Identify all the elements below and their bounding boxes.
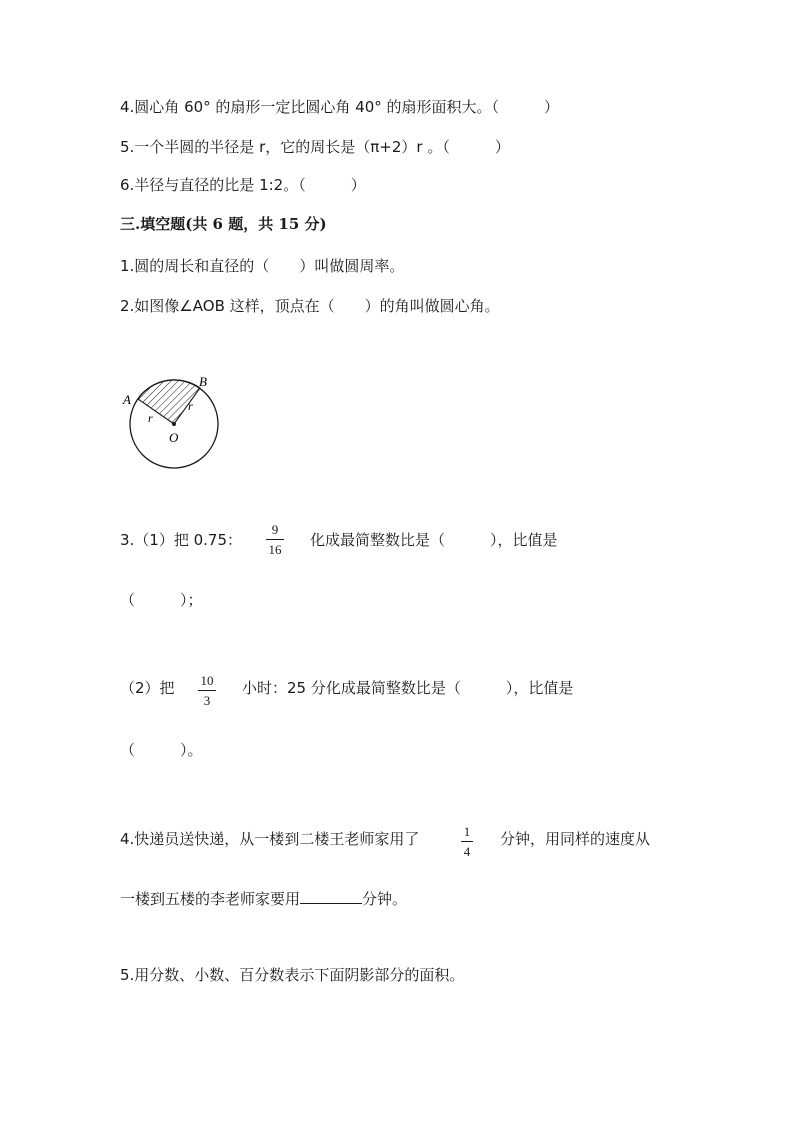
judge-question-5: 5.一个半圆的半径是 r，它的周长是（π+2）r 。（ ） [120, 138, 510, 156]
fill-question-4-line2 [120, 888, 407, 909]
fraction-numerator: 10 [200, 673, 214, 688]
center-point [172, 422, 176, 426]
fraction-denominator: 4 [463, 844, 471, 859]
section-heading-fill-in: 三.填空题(共 6 题，共 15 分) [120, 215, 327, 233]
fill-question-2: 2.如图像∠AOB 这样，顶点在（ ）的角叫做圆心角。 [120, 297, 500, 315]
fraction-9-16 [266, 522, 284, 557]
fill-question-3-part2-prefix: （2）把 [120, 679, 175, 697]
judge-question-6: 6.半径与直径的比是 1:2。（ ） [120, 176, 366, 194]
judge-question-4: 4.圆心角 60° 的扇形一定比圆心角 40° 的扇形面积大。（ ） [120, 98, 560, 116]
fill-question-3-part1-suffix: 化成最简整数比是（ ），比值是 [310, 531, 558, 549]
label-a: A [123, 392, 131, 407]
fraction-bar [461, 841, 473, 842]
label-b: B [199, 374, 207, 389]
fill-question-3-part1-prefix: 3.（1）把 0.75： [120, 531, 243, 549]
fraction-numerator: 9 [271, 522, 279, 537]
circle-sector-diagram [115, 366, 235, 476]
fraction-denominator: 3 [203, 693, 211, 708]
label-o: O [169, 430, 179, 445]
fill-question-5: 5.用分数、小数、百分数表示下面阴影部分的面积。 [120, 966, 465, 984]
label-r-left: r [148, 411, 153, 425]
fraction-bar [266, 539, 284, 540]
fill-question-3-part1-line2: （ ）； [120, 591, 203, 609]
fraction-10-3 [198, 673, 216, 708]
fill-question-4-line2-suffix: 分钟。 [362, 890, 408, 908]
fill-question-4-suffix: 分钟，用同样的速度从 [500, 830, 651, 848]
fill-question-1: 1.圆的周长和直径的（ ）叫做圆周率。 [120, 257, 405, 275]
fraction-1-4 [461, 824, 473, 859]
fraction-numerator: 1 [463, 824, 471, 839]
fraction-denominator: 16 [268, 542, 282, 557]
fill-question-4-prefix: 4.快递员送快递，从一楼到二楼王老师家用了 [120, 830, 420, 848]
fill-question-3-part2-suffix: 小时：25 分化成最简整数比是（ ），比值是 [242, 679, 574, 697]
label-r-right: r [188, 399, 193, 413]
answer-blank[interactable] [300, 888, 362, 904]
fraction-bar [198, 690, 216, 691]
fill-question-4-line2-prefix: 一楼到五楼的李老师家要用 [120, 890, 301, 908]
fill-question-3-part2-line2: （ ）。 [120, 741, 203, 759]
